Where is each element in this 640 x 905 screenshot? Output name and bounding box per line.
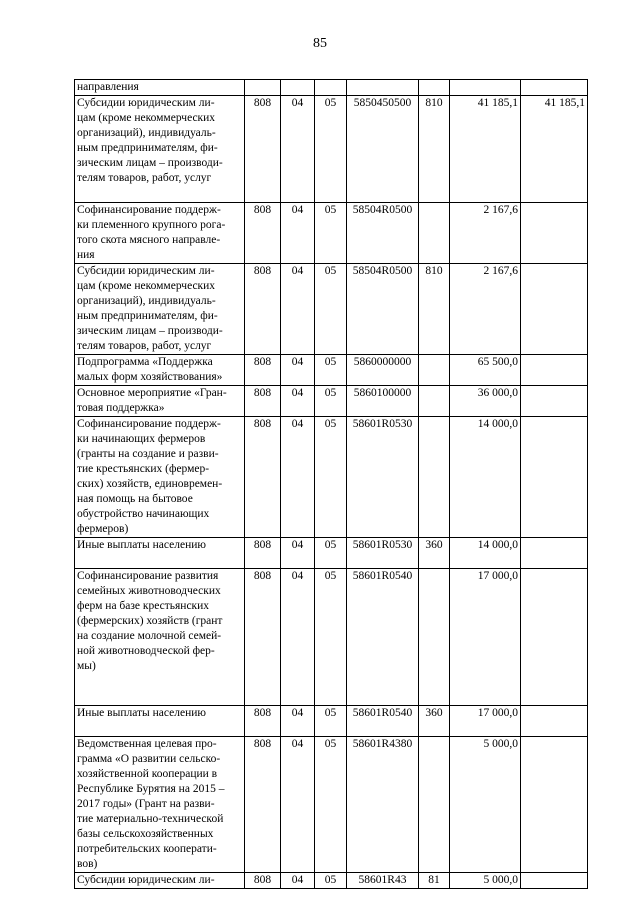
- amount-cell: 5 000,0: [450, 873, 521, 889]
- row-name-line: Софинансирование поддерж-: [77, 204, 221, 216]
- row-name-cell: [75, 80, 245, 96]
- table-row: [75, 706, 588, 737]
- amount-cell: 14 000,0: [450, 417, 521, 538]
- expense-type-cell: [419, 203, 450, 264]
- row-name-cell: [75, 569, 245, 706]
- subsection-code-cell: 05: [315, 417, 347, 538]
- admin-code-cell: 808: [245, 538, 281, 569]
- row-name-cell: [75, 96, 245, 203]
- expense-type-cell: [419, 355, 450, 386]
- row-name-line: малых форм хозяйствования»: [77, 371, 223, 383]
- expense-type-cell: 81: [419, 873, 450, 889]
- row-name-line: Иные выплаты населению: [77, 707, 206, 719]
- table-row: [75, 96, 588, 203]
- target-article-cell: 58601R0540: [347, 706, 419, 737]
- row-name-line: базы сельскохозяйственных: [77, 828, 214, 840]
- admin-code-cell: 808: [245, 96, 281, 203]
- target-article-cell: 5860000000: [347, 355, 419, 386]
- admin-code-cell: 808: [245, 569, 281, 706]
- subsection-code-cell: [315, 80, 347, 96]
- admin-code-cell: 808: [245, 706, 281, 737]
- expense-type-cell: 810: [419, 96, 450, 203]
- page-number: 85: [313, 36, 327, 51]
- target-article-cell: 5860100000: [347, 386, 419, 417]
- target-article-cell: 58601R0540: [347, 569, 419, 706]
- admin-code-cell: 808: [245, 417, 281, 538]
- expense-type-cell: [419, 80, 450, 96]
- row-name-line: Субсидии юридическим ли-: [77, 97, 215, 109]
- row-name-line: направления: [77, 81, 139, 93]
- subsection-code-cell: 05: [315, 203, 347, 264]
- row-name-line: зическим лицам – производи-: [77, 325, 223, 337]
- section-code-cell: 04: [281, 569, 315, 706]
- table-row: [75, 203, 588, 264]
- amount-cell: 36 000,0: [450, 386, 521, 417]
- row-name-line: фермеров): [77, 523, 129, 535]
- row-name-line: ских) хозяйств, единовремен-: [77, 478, 223, 490]
- row-name-cell: [75, 737, 245, 873]
- admin-code-cell: 808: [245, 203, 281, 264]
- section-code-cell: 04: [281, 264, 315, 355]
- row-name-cell: [75, 355, 245, 386]
- amount-extra-cell: [521, 80, 588, 96]
- row-name-line: ная помощь на бытовое: [77, 493, 193, 505]
- row-name-line: тие материально-технической: [77, 813, 224, 825]
- row-name-line: ным предпринимателям, фи-: [77, 310, 218, 322]
- row-name-line: тие крестьянских (фермер-: [77, 463, 210, 475]
- amount-cell: 17 000,0: [450, 706, 521, 737]
- section-code-cell: 04: [281, 538, 315, 569]
- row-name-cell: [75, 203, 245, 264]
- amount-extra-cell: [521, 203, 588, 264]
- target-article-cell: 58601R0530: [347, 538, 419, 569]
- table-body: [75, 80, 588, 889]
- admin-code-cell: [245, 80, 281, 96]
- table-row: [75, 538, 588, 569]
- expense-type-cell: 360: [419, 538, 450, 569]
- table-row: [75, 386, 588, 417]
- amount-cell: 17 000,0: [450, 569, 521, 706]
- subsection-code-cell: 05: [315, 264, 347, 355]
- row-name-line: ки начинающих фермеров: [77, 433, 206, 445]
- row-name-line: организаций), индивидуаль-: [77, 127, 216, 139]
- row-name-line: (гранты на создание и разви-: [77, 448, 219, 460]
- admin-code-cell: 808: [245, 737, 281, 873]
- subsection-code-cell: 05: [315, 873, 347, 889]
- target-article-cell: [347, 80, 419, 96]
- section-code-cell: 04: [281, 386, 315, 417]
- row-name-line: Софинансирование развития: [77, 570, 219, 582]
- row-name-line: ным предпринимателям, фи-: [77, 142, 218, 154]
- expense-type-cell: [419, 737, 450, 873]
- table-row: [75, 569, 588, 706]
- row-name-cell: [75, 706, 245, 737]
- target-article-cell: 58601R0530: [347, 417, 419, 538]
- row-name-cell: [75, 873, 245, 889]
- row-name-line: Ведомственная целевая про-: [77, 738, 217, 750]
- target-article-cell: 58601R43: [347, 873, 419, 889]
- amount-extra-cell: 41 185,1: [521, 96, 588, 203]
- admin-code-cell: 808: [245, 264, 281, 355]
- target-article-cell: 58601R4380: [347, 737, 419, 873]
- row-name-line: 2017 годы» (Грант на разви-: [77, 798, 215, 810]
- subsection-code-cell: 05: [315, 706, 347, 737]
- row-name-line: ния: [77, 249, 95, 261]
- admin-code-cell: 808: [245, 355, 281, 386]
- amount-extra-cell: [521, 873, 588, 889]
- amount-cell: [450, 80, 521, 96]
- admin-code-cell: 808: [245, 873, 281, 889]
- row-name-line: ки племенного крупного рога-: [77, 219, 226, 231]
- amount-extra-cell: [521, 737, 588, 873]
- budget-table: [74, 79, 588, 889]
- expense-type-cell: [419, 417, 450, 538]
- expense-type-cell: [419, 569, 450, 706]
- row-name-line: телям товаров, работ, услуг: [77, 340, 212, 352]
- row-name-line: хозяйственной кооперации в: [77, 768, 218, 780]
- subsection-code-cell: 05: [315, 96, 347, 203]
- section-code-cell: 04: [281, 96, 315, 203]
- row-name-line: организаций), индивидуаль-: [77, 295, 216, 307]
- row-name-line: зическим лицам – производи-: [77, 157, 223, 169]
- table-row: [75, 264, 588, 355]
- amount-extra-cell: [521, 569, 588, 706]
- table-row: [75, 873, 588, 889]
- expense-type-cell: 360: [419, 706, 450, 737]
- target-article-cell: 5850450500: [347, 96, 419, 203]
- row-name-line: цам (кроме некоммерческих: [77, 112, 216, 124]
- row-name-line: Софинансирование поддерж-: [77, 418, 221, 430]
- amount-cell: 14 000,0: [450, 538, 521, 569]
- section-code-cell: [281, 80, 315, 96]
- amount-cell: 5 000,0: [450, 737, 521, 873]
- row-name-line: Основное мероприятие «Гран-: [77, 387, 227, 399]
- amount-extra-cell: [521, 538, 588, 569]
- section-code-cell: 04: [281, 203, 315, 264]
- amount-cell: 65 500,0: [450, 355, 521, 386]
- row-name-line: обустройство начинающих: [77, 508, 210, 520]
- row-name-line: семейных животноводческих: [77, 585, 221, 597]
- row-name-line: (фермерских) хозяйств (грант: [77, 615, 223, 627]
- row-name-line: грамма «О развитии сельско-: [77, 753, 221, 765]
- table-row: [75, 417, 588, 538]
- table-row: [75, 737, 588, 873]
- row-name-line: мы): [77, 660, 96, 672]
- row-name-line: товая поддержка»: [77, 402, 165, 414]
- row-name-line: телям товаров, работ, услуг: [77, 172, 212, 184]
- amount-extra-cell: [521, 417, 588, 538]
- section-code-cell: 04: [281, 737, 315, 873]
- row-name-line: Субсидии юридическим ли-: [77, 265, 215, 277]
- amount-extra-cell: [521, 706, 588, 737]
- table-row: [75, 355, 588, 386]
- row-name-cell: [75, 417, 245, 538]
- row-name-line: потребительских кооперати-: [77, 843, 217, 855]
- admin-code-cell: 808: [245, 386, 281, 417]
- subsection-code-cell: 05: [315, 538, 347, 569]
- row-name-cell: [75, 386, 245, 417]
- row-name-line: ферм на базе крестьянских: [77, 600, 210, 612]
- section-code-cell: 04: [281, 355, 315, 386]
- row-name-cell: [75, 264, 245, 355]
- expense-type-cell: [419, 386, 450, 417]
- target-article-cell: 58504R0500: [347, 264, 419, 355]
- amount-cell: 2 167,6: [450, 203, 521, 264]
- row-name-cell: [75, 538, 245, 569]
- section-code-cell: 04: [281, 706, 315, 737]
- amount-cell: 41 185,1: [450, 96, 521, 203]
- amount-extra-cell: [521, 264, 588, 355]
- row-name-line: вов): [77, 858, 98, 870]
- subsection-code-cell: 05: [315, 386, 347, 417]
- amount-cell: 2 167,6: [450, 264, 521, 355]
- amount-extra-cell: [521, 386, 588, 417]
- table-row: [75, 80, 588, 96]
- row-name-line: на создание молочной семей-: [77, 630, 222, 642]
- subsection-code-cell: 05: [315, 737, 347, 873]
- section-code-cell: 04: [281, 417, 315, 538]
- amount-extra-cell: [521, 355, 588, 386]
- row-name-line: Республике Бурятия на 2015 –: [77, 783, 225, 795]
- expense-type-cell: 810: [419, 264, 450, 355]
- row-name-line: Иные выплаты населению: [77, 539, 206, 551]
- section-code-cell: 04: [281, 873, 315, 889]
- row-name-line: ной животноводческой фер-: [77, 645, 215, 657]
- subsection-code-cell: 05: [315, 355, 347, 386]
- row-name-line: Подпрограмма «Поддержка: [77, 356, 213, 368]
- row-name-line: того скота мясного направле-: [77, 234, 221, 246]
- row-name-line: цам (кроме некоммерческих: [77, 280, 216, 292]
- target-article-cell: 58504R0500: [347, 203, 419, 264]
- row-name-line: Субсидии юридическим ли-: [77, 874, 215, 886]
- subsection-code-cell: 05: [315, 569, 347, 706]
